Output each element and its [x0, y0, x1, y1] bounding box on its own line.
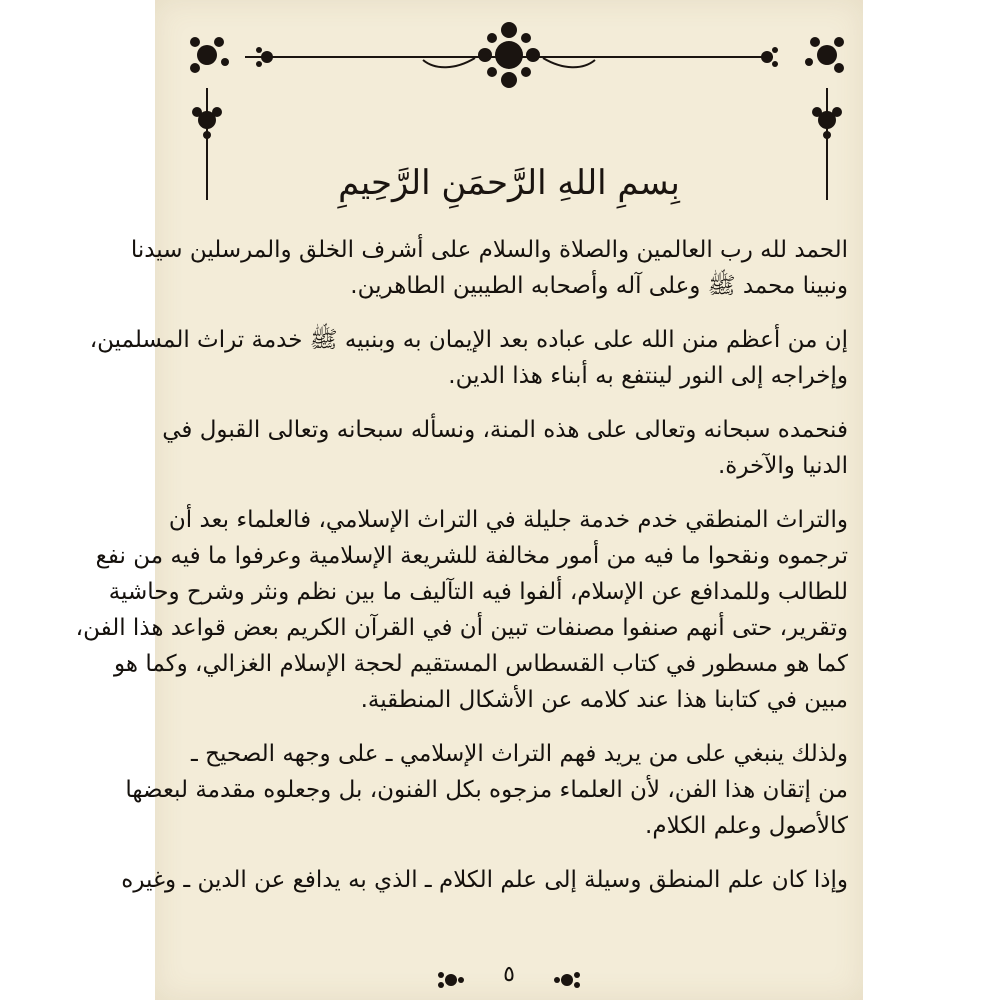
text-line: والتراث المنطقي خدم خدمة جليلة في التراث الإسلامي، فالعلماء بعد أن: [168, 507, 848, 533]
page-number: ٥: [503, 962, 515, 987]
text-line: ترجموه ونقحوا ما فيه من أمور مخالفة للشريعة الإسلامية وعرفوا ما فيه من نفع: [95, 543, 848, 569]
page-footer: [155, 958, 863, 998]
text-line: للطالب وللمدافع عن الإسلام، ألفوا فيه التآليف ما بين نظم ونثر وشرح وحاشية: [108, 579, 848, 605]
text-line: ونبينا محمد ﷺ وعلى آله وأصحابه الطيبين الطاهرين.: [350, 273, 848, 299]
book-page: [75, 0, 863, 1000]
body-text: [75, 232, 848, 898]
paragraph: [121, 862, 848, 898]
text-line: وتقرير، حتى أنهم صنفوا مصنفات تبين أن في القرآن الكريم بعض قواعد هذا الفن،: [75, 615, 848, 641]
paragraph: [125, 736, 848, 844]
text-line: فنحمده سبحانه وتعالى على هذه المنة، ونسأله سبحانه وتعالى القبول في: [162, 417, 848, 443]
text-line: وإذا كان علم المنطق وسيلة إلى علم الكلام ـ الذي به يدافع عن الدين ـ وغيره: [121, 867, 848, 893]
paragraph: [130, 232, 848, 304]
text-line: مبين في كتابنا هذا عند كلامه عن الأشكال المنطقية.: [360, 687, 848, 713]
text-line: ولذلك ينبغي على من يريد فهم التراث الإسلامي ـ على وجهه الصحيح ـ: [191, 741, 848, 767]
paragraph: [162, 412, 848, 484]
text-line: الدنيا والآخرة.: [717, 453, 848, 479]
paragraph: [89, 322, 848, 394]
text-line: كالأصول وعلم الكلام.: [645, 813, 848, 839]
paragraph: [75, 502, 848, 718]
text-line: وإخراجه إلى النور لينتفع به أبناء هذا الدين.: [448, 363, 848, 389]
text-line: من إتقان هذا الفن، لأن العلماء مزجوه بكل الفنون، بل وجعلوه مقدمة لبعضها: [125, 777, 848, 803]
text-line: الحمد لله رب العالمين والصلاة والسلام على أشرف الخلق والمرسلين سيدنا: [130, 237, 848, 263]
text-line: كما هو مسطور في كتاب القسطاس المستقيم لحجة الإسلام الغزالي، وكما هو: [114, 651, 848, 677]
basmala-heading: بِسمِ اللهِ الرَّحمَنِ الرَّحِيمِ: [338, 163, 680, 203]
text-line: إن من أعظم منن الله على عباده بعد الإيمان به وبنبيه ﷺ خدمة تراث المسلمين،: [89, 327, 848, 353]
